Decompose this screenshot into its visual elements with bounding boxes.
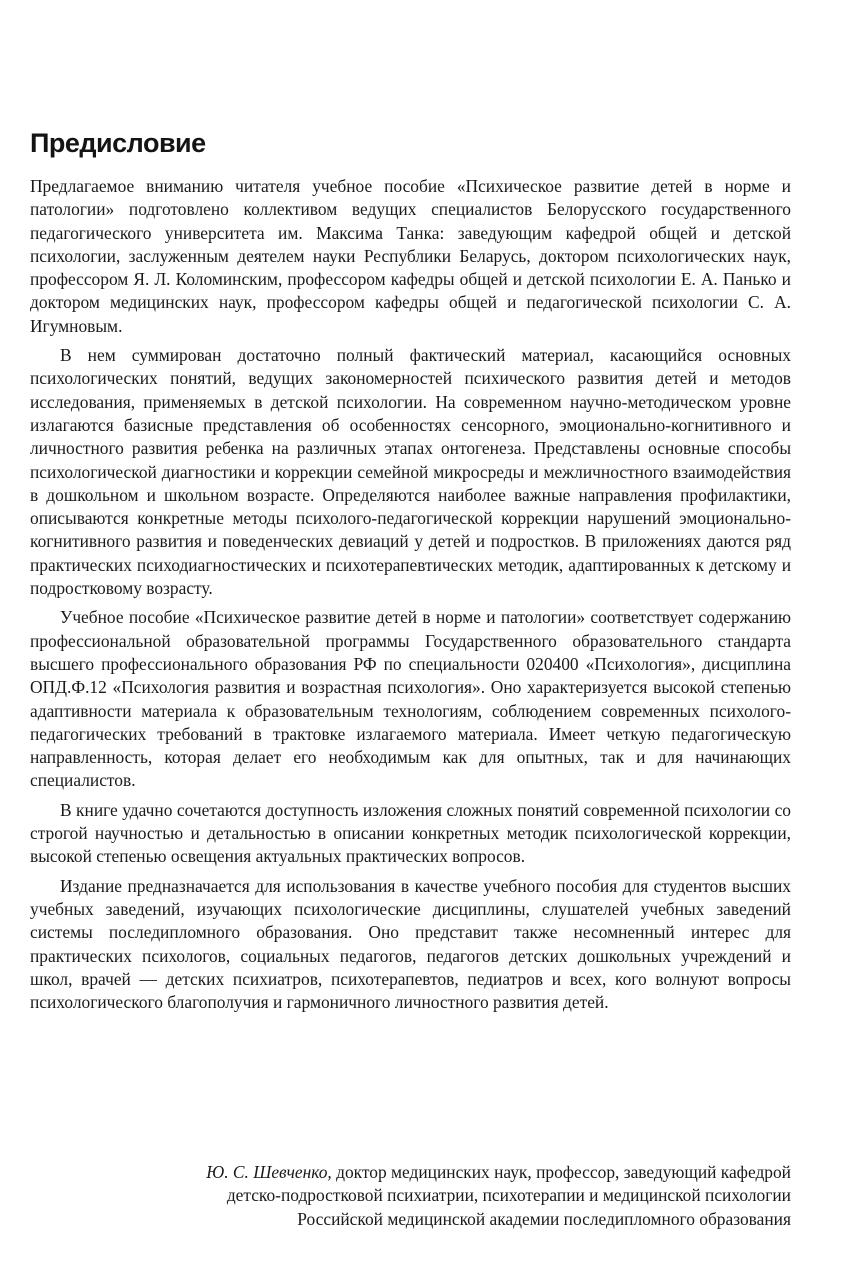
page-title: Предисловие (30, 128, 206, 158)
signature-line-1 (30, 1161, 791, 1184)
signature-title: доктор медицинских наук, профессор, заведующий кафедрой (336, 1162, 791, 1182)
body-text (30, 175, 791, 1020)
paragraph-3: Учебное пособие «Психическое развитие детей в норме и патологии» соответствует содержанию профессиональной образовательной программы Государственного образовательного стандарта высшего профессионального образования РФ по специальности 020400 «Психология», дисциплина ОПД.Ф.12 «Психология развития и возрастная психология». Оно характеризуется высокой степенью адаптивности материала к образовательным технологиям, соблюдением современных психолого-педагогических требований в трактовке излагаемого материала. Имеет четкую педагогическую направленность, которая делает его необходимым как для опытных, так и для начинающих специалистов. (30, 607, 791, 791)
paragraph-1: Предлагаемое вниманию читателя учебное пособие «Психическое развитие детей в норме и патологии» подготовлено коллективом ведущих специалистов Белорусского государственного педагогического университета им. Максима Танка: заведующим кафедрой общей и детской психологии, заслуженным деятелем науки Республики Беларусь, доктором психологических наук, профессором Я. Л. Коломинским, профессором кафедры общей и детской психологии Е. А. Панько и доктором медицинских наук, профессором кафедры общей и педагогической психологии С. А. Игумновым. (30, 176, 791, 336)
signature-line-3: Российской медицинской академии последипломного образования (297, 1208, 791, 1229)
paragraph-2: В нем суммирован достаточно полный фактический материал, касающийся основных психологических понятий, ведущих закономерностей психического развития детей и методов исследования, применяемых в детской психологии. На современном научно-методическом уровне излагаются базисные представления об особенностях сенсорного, эмоционально-когнитивного и личностного развития ребенка на различных этапах онтогенеза. Представлены основные способы психологической диагностики и коррекции семейной микросреды и межличностного взаимодействия в дошкольном и школьном возрасте. Определяются наиболее важные направления профилактики, описываются конкретные методы психолого-педагогической коррекции нарушений эмоционально-когнитивного развития и поведенческих девиаций у детей и подростков. В приложениях даются ряд практических психодиагностических и психотерапевтических методик, адаптированных к детскому и подростковому возрасту. (30, 345, 791, 599)
signature-line-2: детско-подростковой психиатрии, психотерапии и медицинской психологии (226, 1185, 791, 1206)
paragraph-5: Издание предназначается для использования в качестве учебного пособия для студентов высших учебных заведений, изучающих психологические дисциплины, слушателей учебных заведений системы последипломного образования. Оно представит также несомненный интерес для практических психологов, социальных педагогов, педагогов детских дошкольных учреждений и школ, врачей — детских психиатров, психотерапевтов, педиатров и всех, кого волнуют вопросы психологического благополучия и гармоничного личностного развития детей. (30, 875, 791, 1013)
signature-block (30, 1161, 791, 1231)
signature-author: Ю. С. Шевченко, (206, 1162, 332, 1182)
paragraph-4: В книге удачно сочетаются доступность изложения сложных понятий современной психологии со строгой научностью и детальностью в описании конкретных методик психологической коррекции, высокой степенью освещения актуальных практических вопросов. (30, 799, 791, 867)
